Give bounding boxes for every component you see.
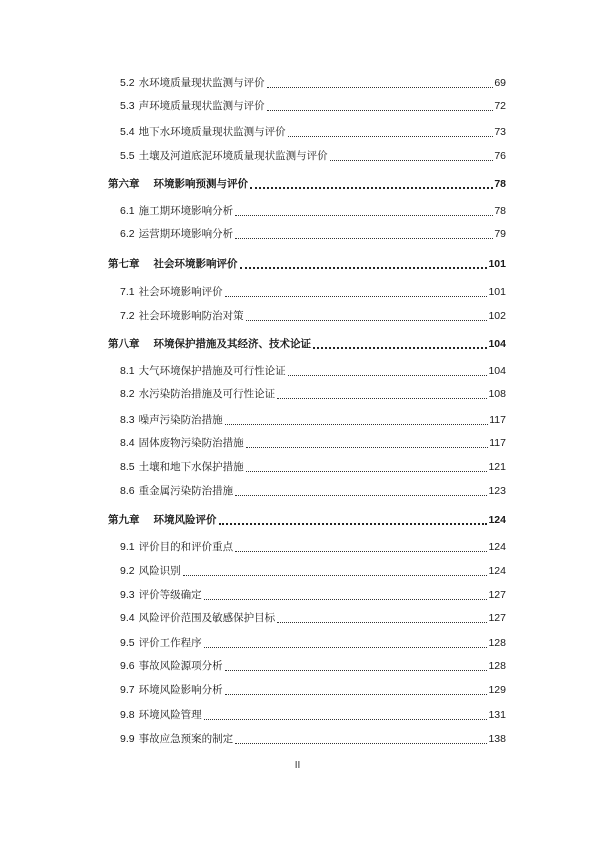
toc-entry-title: 土壤及河道底泥环境质量现状监测与评价 (138, 150, 328, 162)
toc-entry-number: 9.5 (120, 637, 135, 649)
toc-section-entry[interactable] (108, 147, 506, 163)
toc-entry-number: 5.5 (120, 150, 135, 162)
toc-entry-page-number: 124 (488, 565, 506, 577)
toc-entry-page-number: 124 (488, 514, 506, 526)
page-number-footer: II (294, 760, 301, 771)
toc-entry-page-number: 128 (488, 660, 506, 672)
toc-entry-title: 地下水环境质量现状监测与评价 (138, 126, 286, 138)
toc-entry-page-number: 128 (488, 637, 506, 649)
dot-leader (204, 589, 488, 600)
toc-entry-page-number: 101 (488, 258, 506, 270)
toc-entry-number: 9.2 (120, 565, 135, 577)
toc-chapter-entry[interactable] (108, 255, 506, 271)
toc-entry-page-number: 69 (494, 77, 506, 89)
toc-entry-number: 5.4 (120, 126, 135, 138)
dot-leader (235, 733, 487, 744)
toc-chapter-entry[interactable] (108, 511, 506, 527)
toc-entry-number: 6.2 (120, 228, 135, 240)
toc-section-entry[interactable] (108, 458, 506, 474)
toc-entry-title: 环境风险评价 (153, 514, 217, 526)
toc-entry-number: 8.4 (120, 437, 135, 449)
toc-entry-page-number: 138 (488, 733, 506, 745)
toc-entry-page-number: 127 (488, 612, 506, 624)
toc-entry-page-number: 72 (494, 100, 506, 112)
toc-entry-page-number: 76 (494, 150, 506, 162)
toc-entry-page-number: 79 (494, 228, 506, 240)
dot-leader (277, 612, 487, 623)
toc-section-entry[interactable] (108, 634, 506, 650)
toc-entry-title: 固体废物污染防治措施 (138, 437, 244, 449)
toc-entry-title: 施工期环境影响分析 (138, 205, 234, 217)
toc-section-entry[interactable] (108, 609, 506, 625)
toc-section-entry[interactable] (108, 538, 506, 554)
toc-entry-page-number: 129 (488, 684, 506, 696)
dot-leader (235, 541, 487, 552)
toc-entry-page-number: 108 (488, 388, 506, 400)
toc-entry-title: 社会环境影响防治对策 (138, 310, 244, 322)
dot-leader (235, 485, 487, 496)
toc-entry-page-number: 117 (489, 414, 506, 426)
dot-leader (267, 100, 494, 111)
toc-entry-number: 9.6 (120, 660, 135, 672)
toc-entry-number: 9.3 (120, 589, 135, 601)
toc-chapter-entry[interactable] (108, 175, 506, 191)
toc-entry-page-number: 78 (494, 205, 506, 217)
toc-entry-title: 土壤和地下水保护措施 (138, 461, 244, 473)
toc-entry-number: 8.3 (120, 414, 135, 426)
dot-leader (267, 77, 494, 88)
toc-entry-page-number: 78 (494, 178, 506, 190)
toc-section-entry[interactable] (108, 657, 506, 673)
toc-section-entry[interactable] (108, 434, 506, 450)
toc-entry-page-number: 124 (488, 541, 506, 553)
toc-entry-page-number: 101 (488, 286, 506, 298)
toc-section-entry[interactable] (108, 202, 506, 218)
toc-entry-page-number: 121 (488, 461, 506, 473)
dot-leader (250, 177, 493, 189)
toc-entry-title: 事故应急预案的制定 (138, 733, 234, 745)
toc-section-entry[interactable] (108, 123, 506, 139)
toc-entry-page-number: 131 (488, 709, 506, 721)
toc-entry-number: 8.5 (120, 461, 135, 473)
toc-entry-number: 第八章 (108, 338, 140, 350)
dot-leader (288, 365, 488, 376)
dot-leader (225, 414, 489, 425)
toc-entry-number: 8.2 (120, 388, 135, 400)
dot-leader (246, 310, 488, 321)
toc-entry-title: 水污染防治措施及可行性论证 (138, 388, 276, 400)
toc-entry-title: 风险评价范围及敏感保护目标 (138, 612, 276, 624)
toc-section-entry[interactable] (108, 307, 506, 323)
toc-entry-page-number: 102 (488, 310, 506, 322)
toc-entry-title: 噪声污染防治措施 (138, 414, 223, 426)
toc-entry-page-number: 73 (494, 126, 506, 138)
dot-leader (246, 461, 488, 472)
dot-leader (288, 126, 494, 137)
toc-section-entry[interactable] (108, 74, 506, 90)
toc-entry-title: 风险识别 (138, 565, 181, 577)
toc-entry-title: 评价工作程序 (138, 637, 202, 649)
dot-leader (330, 150, 494, 161)
toc-entry-number: 7.2 (120, 310, 135, 322)
dot-leader (204, 637, 488, 648)
dot-leader (183, 565, 488, 576)
dot-leader (219, 513, 488, 525)
toc-entry-number: 6.1 (120, 205, 135, 217)
toc-entry-title: 水环境质量现状监测与评价 (138, 77, 265, 89)
toc-entry-number: 第七章 (108, 258, 140, 270)
toc-entry-title: 环境风险管理 (138, 709, 202, 721)
dot-leader (225, 286, 488, 297)
toc-entry-page-number: 104 (488, 338, 506, 350)
toc-chapter-entry[interactable] (108, 335, 506, 351)
toc-entry-number: 8.6 (120, 485, 135, 497)
toc-entry-number: 9.9 (120, 733, 135, 745)
toc-entry-number: 第六章 (108, 178, 140, 190)
toc-entry-title: 运营期环境影响分析 (138, 228, 234, 240)
toc-section-entry[interactable] (108, 730, 506, 746)
toc-entry-page-number: 104 (488, 365, 506, 377)
toc-entry-page-number: 127 (488, 589, 506, 601)
toc-entry-number: 9.8 (120, 709, 135, 721)
dot-leader (204, 709, 488, 720)
dot-leader (277, 388, 487, 399)
toc-entry-title: 大气环境保护措施及可行性论证 (138, 365, 286, 377)
toc-section-entry[interactable] (108, 482, 506, 498)
dot-leader (240, 257, 488, 269)
dot-leader (225, 660, 488, 671)
toc-entry-title: 评价等级确定 (138, 589, 202, 601)
toc-section-entry[interactable] (108, 362, 506, 378)
toc-section-entry[interactable] (108, 411, 506, 427)
toc-section-entry[interactable] (108, 706, 506, 722)
toc-entry-number: 5.2 (120, 77, 135, 89)
toc-entry-title: 声环境质量现状监测与评价 (138, 100, 265, 112)
toc-section-entry[interactable] (108, 283, 506, 299)
toc-entry-number: 9.7 (120, 684, 135, 696)
toc-entry-title: 环境保护措施及其经济、技术论证 (153, 338, 311, 350)
toc-entry-number: 9.1 (120, 541, 135, 553)
toc-section-entry[interactable] (108, 681, 506, 697)
toc-entry-title: 社会环境影响评价 (138, 286, 223, 298)
toc-section-entry[interactable] (108, 385, 506, 401)
toc-entry-number: 9.4 (120, 612, 135, 624)
toc-entry-title: 环境影响预测与评价 (153, 178, 248, 190)
dot-leader (225, 684, 488, 695)
toc-entry-title: 环境风险影响分析 (138, 684, 223, 696)
toc-entry-title: 评价目的和评价重点 (138, 541, 234, 553)
dot-leader (246, 437, 489, 448)
toc-entry-number: 第九章 (108, 514, 140, 526)
dot-leader (235, 228, 493, 239)
toc-section-entry[interactable] (108, 586, 506, 602)
toc-section-entry[interactable] (108, 97, 506, 113)
toc-entry-title: 社会环境影响评价 (153, 258, 238, 270)
toc-entry-title: 事故风险源项分析 (138, 660, 223, 672)
dot-leader (313, 337, 487, 349)
toc-entry-page-number: 123 (488, 485, 506, 497)
toc-section-entry[interactable] (108, 562, 506, 578)
toc-entry-number: 5.3 (120, 100, 135, 112)
toc-entry-number: 7.1 (120, 286, 135, 298)
dot-leader (235, 205, 493, 216)
toc-entry-number: 8.1 (120, 365, 135, 377)
toc-section-entry[interactable] (108, 225, 506, 241)
toc-entry-page-number: 117 (489, 437, 506, 449)
toc-entry-title: 重金属污染防治措施 (138, 485, 234, 497)
